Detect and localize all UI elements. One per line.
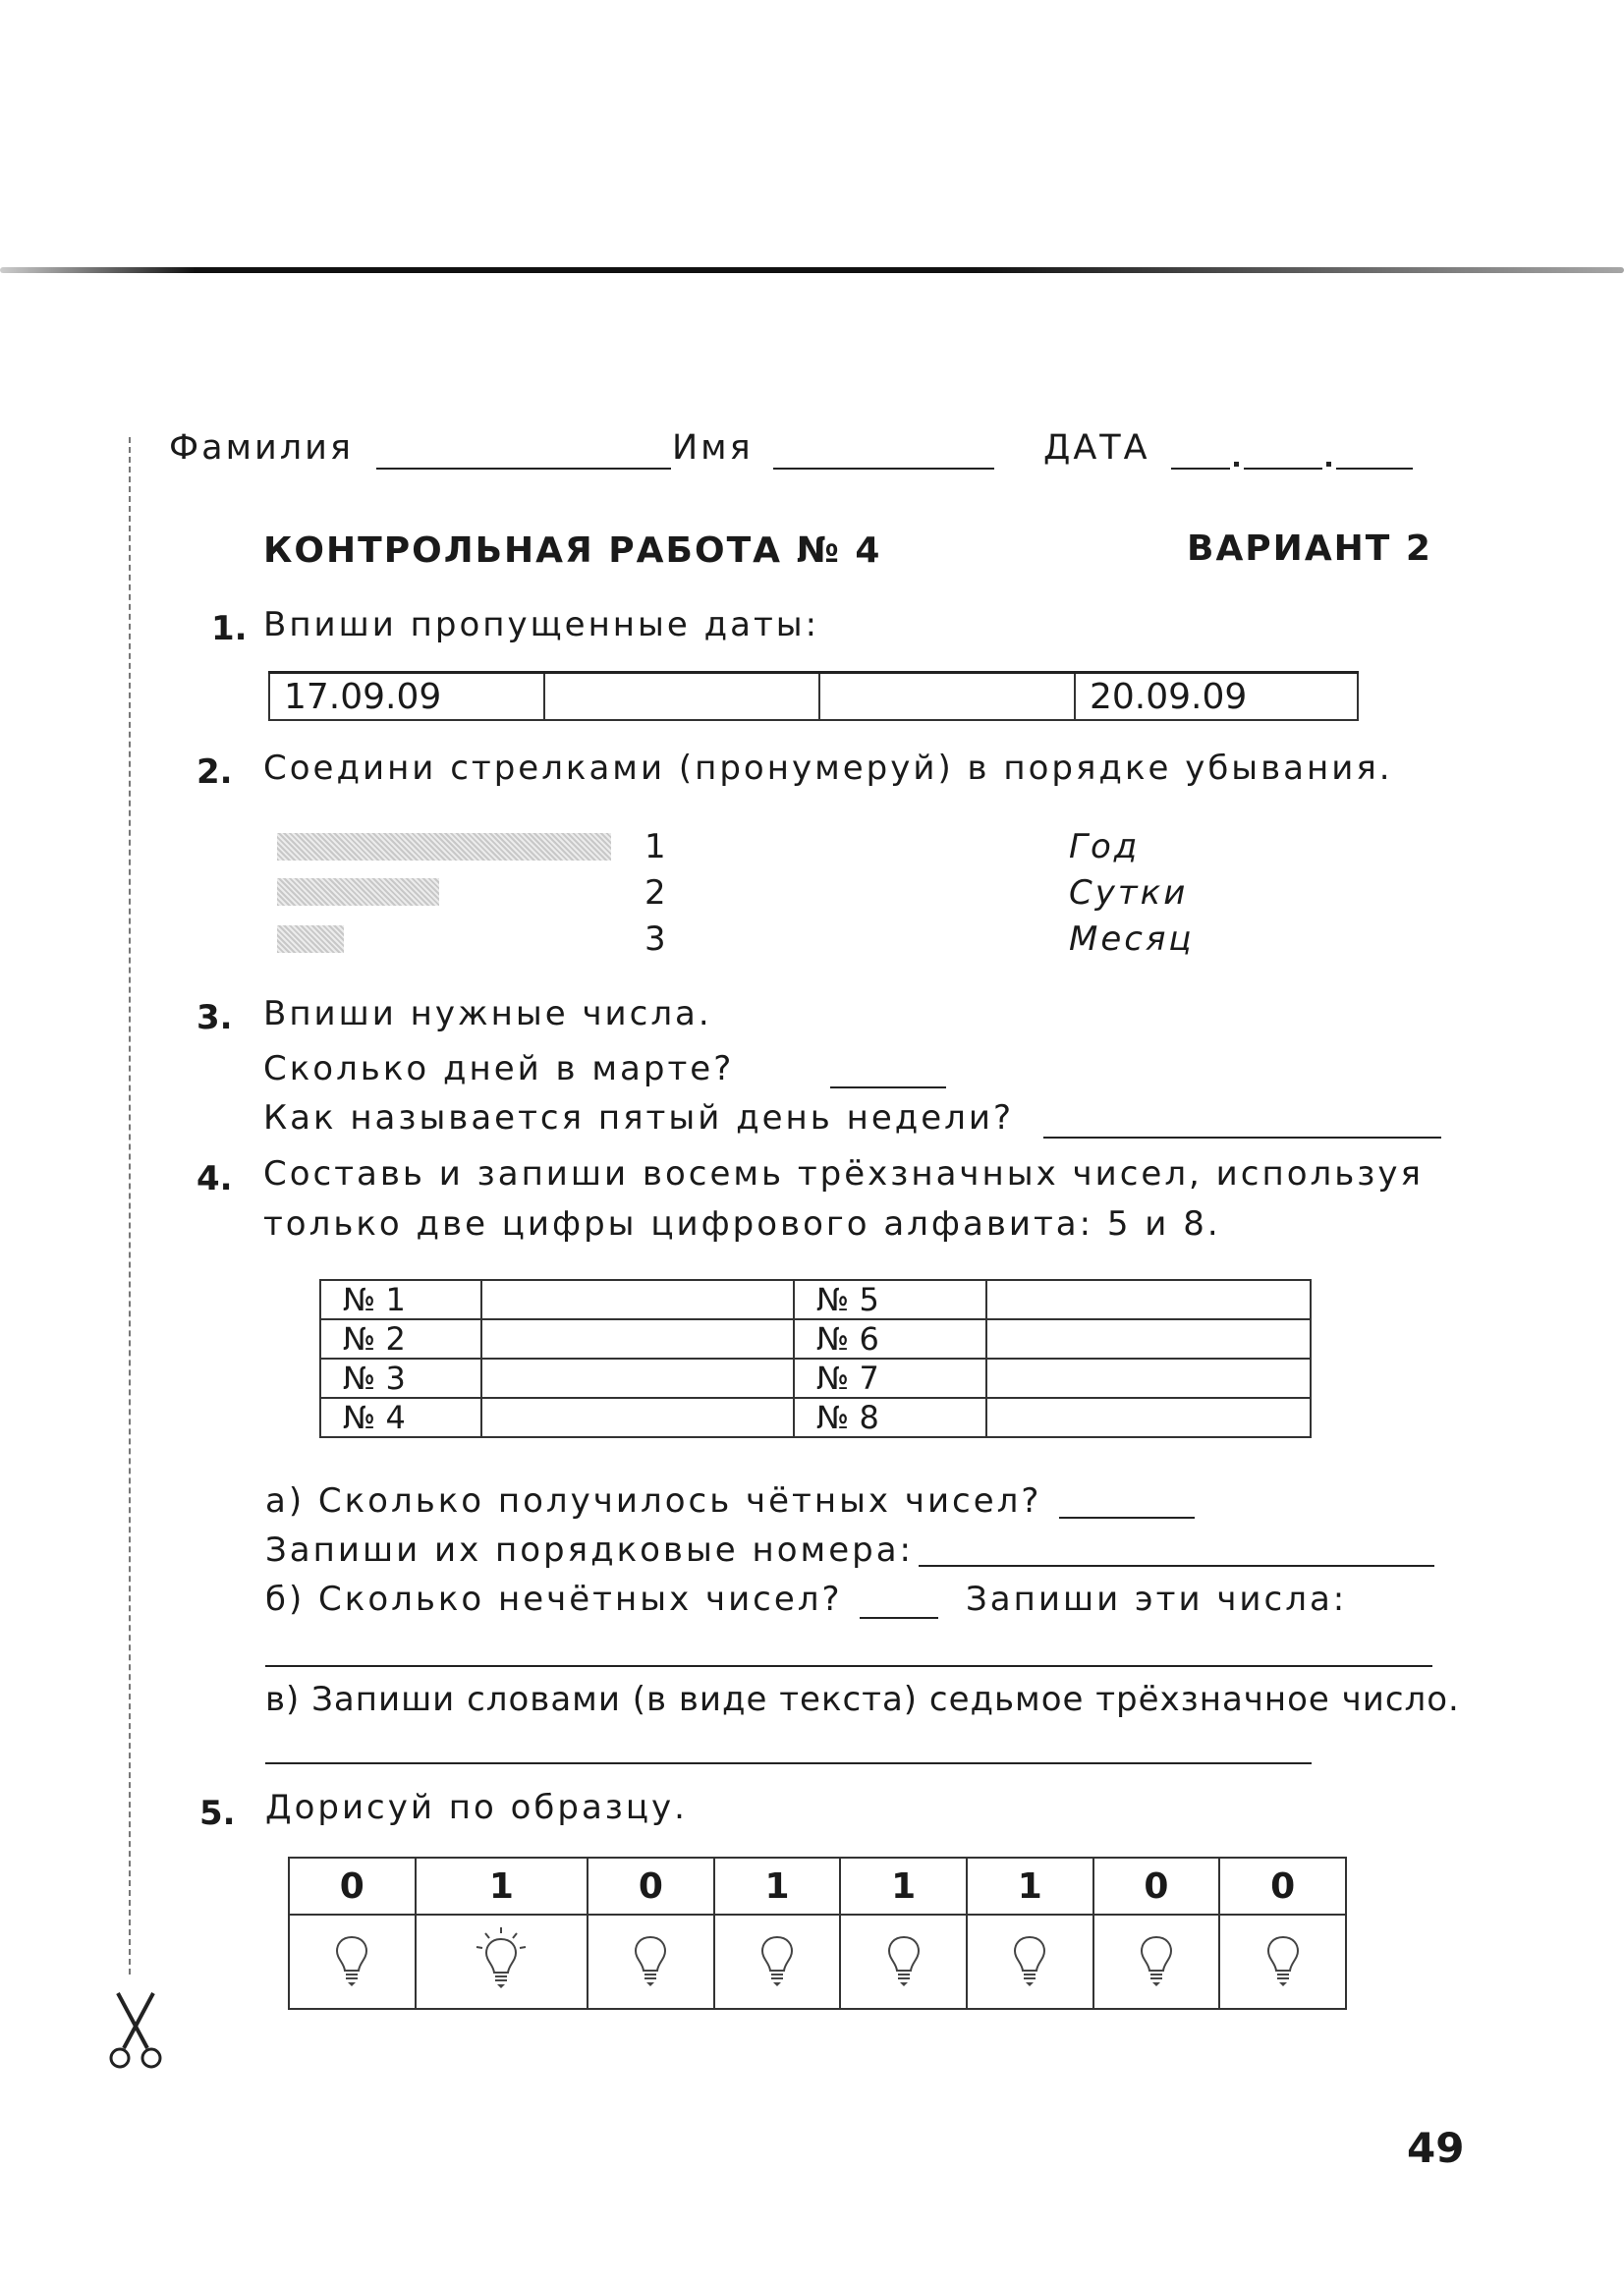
- answer-line[interactable]: [265, 1762, 1312, 1764]
- answer-field[interactable]: [860, 1617, 938, 1619]
- lightbulb-off-icon: [1263, 1929, 1303, 1990]
- answer-cell[interactable]: [481, 1280, 794, 1319]
- surname-label: Фамилия: [169, 428, 354, 468]
- digit-cell: 0: [1219, 1858, 1346, 1915]
- binary-table: [288, 1857, 1347, 2010]
- task4-question-a2: Запиши их порядковые номера:: [265, 1530, 914, 1570]
- test-title: КОНТРОЛЬНАЯ РАБОТА № 4: [263, 530, 882, 571]
- scissors-icon: [104, 1989, 167, 2072]
- top-rule: [0, 267, 1624, 273]
- task3-question2: Как называется пятый день недели?: [263, 1098, 1015, 1138]
- digit-cell: 0: [588, 1858, 714, 1915]
- date-month-field[interactable]: [1244, 468, 1322, 470]
- bulb-cell[interactable]: [416, 1915, 588, 2009]
- table-row: [320, 1319, 1311, 1359]
- lightbulb-off-icon: [631, 1929, 670, 1990]
- task5-text: Дорисуй по образцу.: [265, 1788, 688, 1827]
- answer-line[interactable]: [265, 1665, 1432, 1667]
- date-dot: [1326, 462, 1331, 467]
- bulb-cell[interactable]: [289, 1915, 416, 2009]
- bulb-cell[interactable]: [588, 1915, 714, 2009]
- task-number: 5.: [199, 1794, 236, 1833]
- date-cell-empty[interactable]: [544, 673, 819, 721]
- answer-cell[interactable]: [481, 1359, 794, 1398]
- lightbulb-on-icon: [474, 1927, 529, 1992]
- date-dot: [1234, 462, 1239, 467]
- table-row: [320, 1280, 1311, 1319]
- digit-cell: 0: [1093, 1858, 1220, 1915]
- hatched-bar-medium: [277, 878, 439, 906]
- task-number: 2.: [196, 752, 233, 792]
- row-label: № 4: [320, 1398, 481, 1437]
- task4-line2: только две цифры цифрового алфавита: 5 и 8.: [263, 1204, 1221, 1244]
- digit-cell: 0: [289, 1858, 416, 1915]
- answer-cell[interactable]: [481, 1319, 794, 1359]
- surname-field[interactable]: [376, 468, 671, 470]
- row-label: № 5: [794, 1280, 986, 1319]
- task1-text: Впиши пропущенные даты:: [263, 605, 820, 644]
- date-year-field[interactable]: [1336, 468, 1413, 470]
- date-label: ДАТА: [1043, 428, 1150, 468]
- row-label: № 6: [794, 1319, 986, 1359]
- task3-question1: Сколько дней в марте?: [263, 1049, 735, 1088]
- answer-cell[interactable]: [986, 1280, 1311, 1319]
- lightbulb-off-icon: [884, 1929, 924, 1990]
- answer-field[interactable]: [830, 1086, 946, 1088]
- digit-cell: 1: [840, 1858, 967, 1915]
- answer-cell[interactable]: [986, 1398, 1311, 1437]
- date-day-field[interactable]: [1171, 468, 1230, 470]
- row-label: № 1: [320, 1280, 481, 1319]
- digit-cell: 1: [416, 1858, 588, 1915]
- bulb-cell[interactable]: [840, 1915, 967, 2009]
- name-label: Имя: [672, 428, 754, 468]
- task-number: 1.: [211, 609, 248, 648]
- answer-cell[interactable]: [986, 1319, 1311, 1359]
- row-label: № 8: [794, 1398, 986, 1437]
- time-unit-word: Сутки: [1069, 873, 1189, 913]
- row-label: № 3: [320, 1359, 481, 1398]
- bulb-cell[interactable]: [1093, 1915, 1220, 2009]
- order-number: 3: [644, 919, 669, 959]
- row-label: № 2: [320, 1319, 481, 1359]
- cut-line: [129, 437, 131, 1975]
- answer-cell[interactable]: [986, 1359, 1311, 1398]
- answer-field[interactable]: [1043, 1137, 1441, 1139]
- lightbulb-off-icon: [332, 1929, 371, 1990]
- order-number: 1: [644, 827, 669, 866]
- page-number: 49: [1407, 2124, 1465, 2172]
- task4-question-b2: Запиши эти числа:: [966, 1580, 1348, 1619]
- table-row: [320, 1398, 1311, 1437]
- task4-question-c: в) Запиши словами (в виде текста) седьмое трёхзначное число.: [265, 1680, 1460, 1719]
- task4-question-b: б) Сколько нечётных чисел?: [265, 1580, 843, 1619]
- task4-line1: Составь и запиши восемь трёхзначных чисел, используя: [263, 1154, 1424, 1194]
- hatched-bar-short: [277, 925, 344, 953]
- task-number: 4.: [196, 1159, 233, 1198]
- lightbulb-off-icon: [757, 1929, 797, 1990]
- lightbulb-off-icon: [1137, 1929, 1176, 1990]
- lightbulb-off-icon: [1010, 1929, 1049, 1990]
- date-cell: 20.09.09: [1075, 673, 1358, 721]
- date-cell-empty[interactable]: [819, 673, 1075, 721]
- name-field[interactable]: [773, 468, 994, 470]
- table-row: [320, 1359, 1311, 1398]
- task-number: 3.: [196, 998, 233, 1037]
- row-label: № 7: [794, 1359, 986, 1398]
- date-cell: 17.09.09: [269, 673, 544, 721]
- task2-text: Соедини стрелками (пронумеруй) в порядке убывания.: [263, 749, 1393, 788]
- answer-field[interactable]: [1059, 1517, 1195, 1519]
- answer-cell[interactable]: [481, 1398, 794, 1437]
- numbers-table: [319, 1279, 1312, 1438]
- digit-cell: 1: [714, 1858, 841, 1915]
- time-unit-word: Месяц: [1069, 919, 1195, 959]
- variant-label: ВАРИАНТ 2: [1187, 529, 1432, 569]
- digit-cell: 1: [967, 1858, 1093, 1915]
- answer-field[interactable]: [919, 1565, 1434, 1567]
- order-number: 2: [644, 873, 669, 913]
- task4-question-a: а) Сколько получилось чётных чисел?: [265, 1481, 1042, 1521]
- bulb-cell[interactable]: [1219, 1915, 1346, 2009]
- task3-text: Впиши нужные числа.: [263, 994, 712, 1033]
- bulb-cell[interactable]: [967, 1915, 1093, 2009]
- bulb-cell[interactable]: [714, 1915, 841, 2009]
- dates-table: [268, 671, 1359, 721]
- time-unit-word: Год: [1069, 827, 1141, 866]
- hatched-bar-long: [277, 833, 611, 861]
